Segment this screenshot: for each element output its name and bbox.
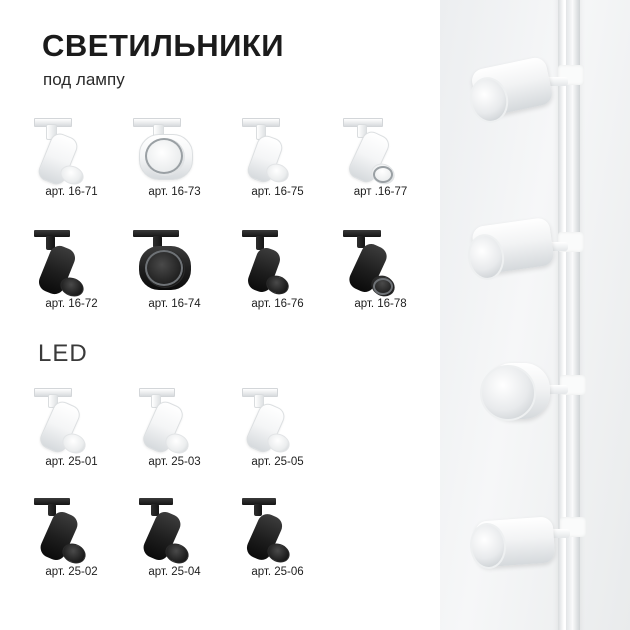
product-article: арт. 16-72 [45, 298, 98, 310]
spotlight-black-round-icon [123, 222, 226, 298]
spotlight-black-cylinder-short-icon [226, 222, 329, 298]
product-cell[interactable] [226, 380, 329, 468]
product-article: арт. 25-01 [45, 456, 98, 468]
led-black-cylinder-3-icon [226, 490, 329, 566]
product-cell[interactable] [329, 222, 432, 310]
fixture-row-white-led [20, 380, 430, 468]
fixture-row-black-lamp [20, 222, 430, 310]
track-spotlight-photo-4-icon [462, 505, 592, 595]
product-cell[interactable] [123, 490, 226, 578]
product-cell[interactable] [20, 380, 123, 468]
product-cell-empty [329, 380, 430, 456]
product-article: арт. 25-06 [251, 566, 304, 578]
led-white-cylinder-3-icon [226, 380, 329, 456]
product-cell[interactable] [123, 222, 226, 310]
product-article: арт. 25-03 [148, 456, 201, 468]
spotlight-black-cylinder-icon [20, 222, 123, 298]
spotlight-white-cylinder-short-icon [226, 110, 329, 186]
product-cell[interactable] [20, 490, 123, 578]
led-white-cylinder-2-icon [123, 380, 226, 456]
track-spotlight-photo-2-icon [460, 210, 590, 300]
spotlight-white-cylinder-icon [20, 110, 123, 186]
product-article: арт. 16-78 [354, 298, 407, 310]
spotlight-black-cylinder-angled-icon [329, 222, 432, 298]
product-cell[interactable] [123, 380, 226, 468]
product-article: арт. 25-04 [148, 566, 201, 578]
product-article: арт. 16-71 [45, 186, 98, 198]
product-cell[interactable] [123, 110, 226, 198]
product-cell[interactable] [329, 110, 432, 198]
product-cell-empty [329, 490, 430, 566]
product-cell[interactable] [20, 222, 123, 310]
led-white-cylinder-icon [20, 380, 123, 456]
led-black-cylinder-2-icon [123, 490, 226, 566]
product-article: арт. 16-75 [251, 186, 304, 198]
product-article: арт .16-77 [353, 186, 408, 198]
product-article: арт. 16-76 [251, 298, 304, 310]
spotlight-white-round-icon [123, 110, 226, 186]
product-article: арт. 16-74 [148, 298, 201, 310]
product-cell[interactable] [226, 222, 329, 310]
product-cell[interactable] [226, 490, 329, 578]
track-spotlight-photo-1-icon [460, 55, 590, 145]
spotlight-white-cylinder-angled-icon [329, 110, 432, 186]
fixture-row-black-led [20, 490, 430, 578]
page-title: СВЕТИЛЬНИКИ [42, 28, 285, 63]
page-subtitle: под лампу [43, 70, 125, 89]
product-photo-panel [440, 0, 630, 630]
track-spotlight-photo-3-icon [464, 355, 594, 445]
product-cell[interactable] [20, 110, 123, 198]
product-article: арт. 16-73 [148, 186, 201, 198]
product-article: арт. 25-05 [251, 456, 304, 468]
fixture-row-white-lamp [20, 110, 430, 198]
led-black-cylinder-icon [20, 490, 123, 566]
product-article: арт. 25-02 [45, 566, 98, 578]
section-heading-led: LED [38, 340, 88, 367]
product-cell[interactable] [226, 110, 329, 198]
